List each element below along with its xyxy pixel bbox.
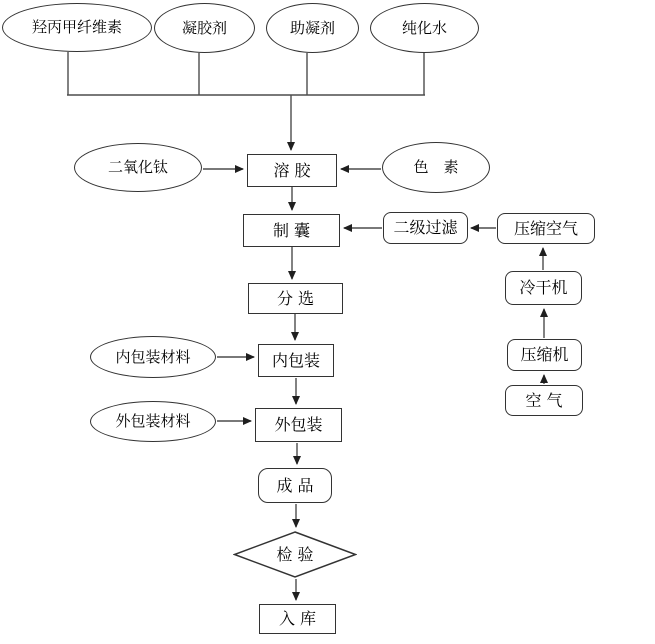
node-outer-packing: [255, 408, 342, 442]
node-outer-packing-label: 外包装: [274, 415, 323, 434]
node-coagulant-aid-label: 助凝剂: [289, 18, 335, 37]
node-pigment-label: 色 素: [413, 158, 459, 176]
node-warehouse-in-label: 入 库: [278, 609, 317, 628]
node-coagulant-aid: [266, 3, 359, 53]
node-inner-pack-material-label: 内包装材料: [115, 347, 191, 366]
node-titanium-dioxide: [74, 143, 202, 192]
node-inspection: [233, 531, 357, 578]
node-finished-product: [258, 468, 332, 503]
node-sorting: [248, 283, 343, 314]
node-pigment: [382, 142, 490, 193]
node-capsule-making-label: 制 囊: [272, 220, 311, 240]
node-inner-packing: [258, 344, 334, 377]
node-capsule-making: [243, 214, 340, 247]
node-outer-pack-material-label: 外包装材料: [115, 412, 191, 430]
node-cold-dryer-label: 冷干机: [519, 278, 568, 297]
node-sol: [247, 154, 337, 187]
node-inspection-label: 检 验: [276, 544, 314, 564]
node-air-label: 空 气: [525, 390, 563, 410]
node-secondary-filter: [383, 212, 468, 244]
node-hpmc: [2, 3, 152, 52]
node-purified-water: [370, 3, 479, 53]
node-compressed-air-label: 压缩空气: [513, 218, 578, 238]
node-cold-dryer: [505, 271, 582, 305]
node-warehouse-in: [259, 604, 336, 634]
node-compressor-label: 压缩机: [520, 345, 569, 364]
node-secondary-filter-label: 二级过滤: [393, 218, 458, 237]
node-compressed-air: [497, 213, 595, 244]
node-inner-pack-material: [90, 336, 216, 378]
node-purified-water-label: 纯化水: [401, 18, 447, 37]
node-sol-label: 溶 胶: [273, 160, 311, 180]
node-titanium-dioxide-label: 二氧化钛: [107, 158, 168, 176]
node-gelling-agent: [154, 3, 255, 53]
node-outer-pack-material: [90, 401, 216, 442]
node-hpmc-label: 羟丙甲纤维素: [31, 18, 122, 36]
node-inner-packing-label: 内包装: [271, 350, 320, 370]
node-finished-product-label: 成 品: [276, 475, 314, 495]
node-air: [505, 385, 583, 416]
node-gelling-agent-label: 凝胶剂: [181, 18, 227, 37]
node-sorting-label: 分 选: [276, 288, 315, 308]
node-compressor: [507, 339, 582, 371]
